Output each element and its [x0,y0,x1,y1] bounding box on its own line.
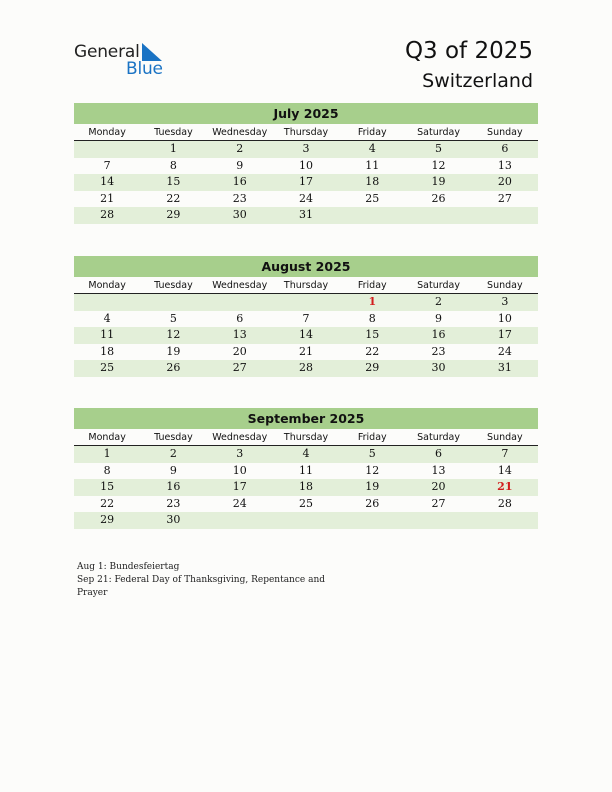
day-cell [405,207,471,224]
week-row [74,141,538,158]
day-cell: 12 [166,328,181,341]
weekday-label: Friday [357,280,387,291]
day-cell: 11 [298,463,313,477]
day-cell: 11 [100,328,115,341]
weekday-label: Tuesday [154,432,193,443]
weekday-label: Monday [88,127,126,138]
day-cell: 10 [232,463,247,477]
day-cell: 18 [365,175,380,188]
week-row [74,158,538,175]
day-cell: 8 [103,463,111,477]
day-cell: 21 [100,191,115,205]
month-title: July 2025 [74,103,538,124]
week-row [74,446,538,463]
week-row [74,496,538,513]
day-cell: 4 [302,447,310,460]
day-cell: 17 [497,328,512,341]
weekday-label: Thursday [283,127,329,138]
day-cell: 5 [169,311,177,325]
day-cell: 11 [365,158,380,172]
day-cell: 19 [166,344,181,358]
day-cell: 2 [236,142,244,155]
day-cell: 6 [501,142,509,155]
day-cell: 29 [100,513,115,526]
day-cell [273,294,339,311]
day-cell: 25 [365,191,380,205]
day-cell: 15 [365,328,380,341]
day-cell: 25 [100,361,115,374]
week-row [74,512,538,529]
day-cell: 13 [232,328,247,341]
day-cell: 24 [298,191,313,205]
day-cell: 21 [298,344,313,358]
day-cell: 20 [232,344,247,358]
weekday-label: Wednesday [212,432,268,443]
day-cell: 15 [166,175,181,188]
day-cell [472,512,538,529]
day-cell: 7 [501,447,509,460]
day-cell: 31 [497,361,512,374]
weekday-label: Saturday [417,127,460,138]
month-september [74,408,538,529]
day-cell: 21 [497,480,513,493]
day-cell: 12 [365,463,380,477]
day-cell: 28 [100,208,115,221]
day-cell: 24 [497,344,512,358]
weekday-label: Saturday [417,432,460,443]
day-cell: 27 [497,191,512,205]
day-cell: 17 [232,480,247,493]
day-cell: 29 [166,208,181,221]
day-cell: 23 [431,344,446,358]
week-row [74,479,538,496]
week-row [74,207,538,224]
day-cell [74,294,140,311]
day-cell: 7 [302,311,310,325]
day-cell: 1 [103,447,111,460]
day-cell: 16 [431,328,446,341]
day-cell: 14 [298,328,313,341]
weekday-header-row [74,277,538,294]
day-cell: 22 [365,344,380,358]
day-cell: 9 [236,158,244,172]
week-row [74,191,538,208]
day-cell: 26 [166,361,181,374]
day-cell: 16 [166,480,181,493]
day-cell: 10 [298,158,313,172]
day-cell: 22 [100,496,115,510]
day-cell: 24 [232,496,247,510]
day-cell [74,141,140,158]
weekday-label: Thursday [283,280,329,291]
day-cell: 29 [365,361,380,374]
day-cell [140,294,206,311]
day-cell: 3 [501,295,509,308]
week-row [74,463,538,480]
day-cell: 18 [100,344,115,358]
weekday-label: Sunday [487,280,523,291]
day-cell: 30 [431,361,446,374]
week-row [74,360,538,377]
day-cell: 26 [365,496,380,510]
day-cell: 14 [100,175,115,188]
day-cell [339,512,405,529]
logo-text-general: General [74,42,140,62]
week-row [74,344,538,361]
day-cell [273,512,339,529]
day-cell: 6 [236,311,244,325]
day-cell [339,207,405,224]
month-title: September 2025 [74,408,538,429]
week-row [74,311,538,328]
day-cell: 5 [435,142,443,155]
day-cell: 1 [169,142,177,155]
day-cell: 14 [497,463,512,477]
month-july [74,103,538,224]
month-august [74,256,538,377]
day-cell: 2 [435,295,443,308]
week-row [74,327,538,344]
day-cell: 25 [298,496,313,510]
weekday-label: Sunday [487,127,523,138]
day-cell: 15 [100,480,115,493]
day-cell: 10 [497,311,512,325]
weekday-label: Saturday [417,280,460,291]
weekday-label: Friday [357,432,387,443]
weekday-label: Tuesday [154,127,193,138]
day-cell: 23 [166,496,181,510]
day-cell: 31 [298,208,313,221]
day-cell: 4 [103,311,111,325]
day-cell: 20 [497,175,512,188]
day-cell: 7 [103,158,111,172]
day-cell: 3 [302,142,310,155]
day-cell: 30 [166,513,181,526]
weekday-header-row [74,124,538,141]
holiday-notes [77,561,347,600]
day-cell: 30 [232,208,247,221]
day-cell [472,207,538,224]
day-cell: 12 [431,158,446,172]
day-cell: 9 [435,311,443,325]
day-cell [405,512,471,529]
day-cell: 3 [236,447,244,460]
day-cell: 9 [169,463,177,477]
day-cell: 1 [368,295,377,308]
note-item: Sep 21: Federal Day of Thanksgiving, Repentance and Prayer [77,575,326,598]
week-row [74,174,538,191]
logo [74,40,174,80]
day-cell: 18 [298,480,313,493]
month-title: August 2025 [74,256,538,277]
weekday-label: Wednesday [212,127,268,138]
day-cell: 17 [298,175,313,188]
day-cell [207,294,273,311]
country-name: Switzerland [422,70,533,92]
weekday-label: Wednesday [212,280,268,291]
day-cell: 5 [368,447,376,460]
day-cell: 23 [232,191,247,205]
day-cell: 2 [169,447,177,460]
day-cell: 13 [431,463,446,477]
day-cell: 13 [497,158,512,172]
week-row [74,294,538,311]
day-cell: 19 [431,175,446,188]
note-item: Aug 1: Bundesfeiertag [77,562,180,572]
day-cell [207,512,273,529]
day-cell: 22 [166,191,181,205]
page-title: Q3 of 2025 [404,38,533,64]
weekday-label: Sunday [487,432,523,443]
day-cell: 8 [368,311,376,325]
weekday-label: Monday [88,432,126,443]
day-cell: 19 [365,480,380,493]
day-cell: 20 [431,480,446,493]
day-cell: 16 [232,175,247,188]
day-cell: 28 [298,361,313,374]
weekday-label: Tuesday [154,280,193,291]
weekday-label: Thursday [283,432,329,443]
day-cell: 27 [431,496,446,510]
day-cell: 28 [497,496,512,510]
day-cell: 8 [169,158,177,172]
weekday-label: Monday [88,280,126,291]
day-cell: 26 [431,191,446,205]
weekday-header-row [74,429,538,446]
weekday-label: Friday [357,127,387,138]
day-cell: 27 [232,361,247,374]
day-cell: 6 [435,447,443,460]
day-cell: 4 [368,142,376,155]
logo-text-blue: Blue [126,59,163,79]
